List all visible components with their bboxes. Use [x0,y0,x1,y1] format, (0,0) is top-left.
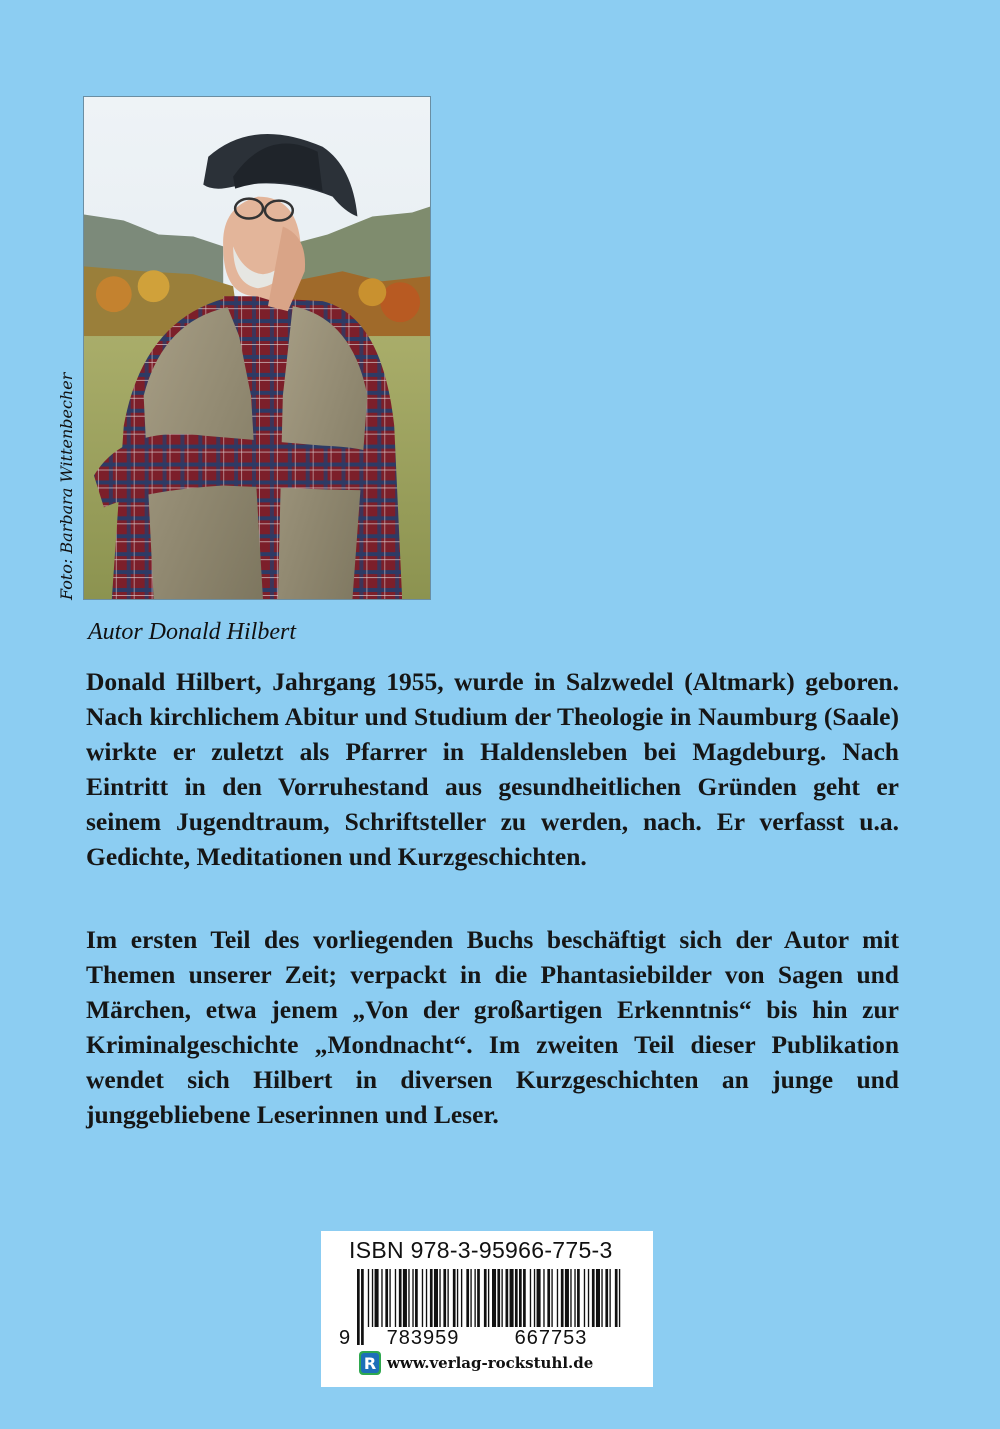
barcode-bar-49 [577,1269,580,1327]
barcode-bar-26 [474,1269,475,1327]
barcode-bar-24 [466,1269,469,1327]
barcode-bar-47 [570,1269,571,1327]
barcode-bar-57 [615,1269,618,1327]
barcode-bar-27 [477,1269,480,1327]
barcode-bar-20 [447,1269,448,1327]
barcode-bar-38 [530,1269,531,1327]
barcode-bar-11 [408,1269,409,1327]
barcode-bar-46 [565,1269,569,1327]
isbn-number: ISBN 978-3-95966-775-3 [349,1237,613,1263]
barcode-bar-1 [361,1269,364,1345]
barcode-bar-23 [461,1269,462,1327]
ean-digit-first: 9 [339,1327,351,1349]
barcode-bar-54 [601,1269,602,1327]
barcode-bar-31 [497,1269,500,1327]
barcode-bar-34 [510,1269,514,1327]
barcode-bar-10 [403,1269,407,1327]
barcode-bar-21 [453,1269,456,1327]
barcode-bar-15 [426,1269,427,1327]
barcode-bar-28 [484,1269,487,1327]
barcode-bar-12 [412,1269,413,1327]
barcode-bar-45 [561,1269,564,1327]
ean-digits-left: 783959 [368,1327,478,1350]
barcode-bar-58 [619,1269,620,1327]
barcode-bar-3 [372,1269,373,1327]
author-bio-paragraph: Donald Hilbert, Jahrgang 1955, wurde in Salzwedel (Altmark) geboren. Nach kirchlichem Abitur und Studium der Theologie in Naumburg (Saale) wirkte er zuletzt als Pfarrer in Haldensleben bei Magdeburg. Nach Eintritt in den Vorruhestand aus gesundheitlichen Gründen geht er seinem Jugendtraum, Schriftsteller zu werden, nach. Er verfasst u.a. Gedichte, Meditationen und Kurzgeschichten. [86,667,899,871]
barcode-bar-7 [389,1269,390,1327]
barcode-bar-22 [457,1269,458,1327]
barcode-bar-5 [381,1269,382,1327]
photo-credit: Foto: Barbara Wittenbecher [57,372,76,600]
publisher-line [359,1351,593,1375]
barcode-bar-8 [395,1269,396,1327]
barcode-bar-37 [523,1269,526,1327]
barcode-bar-30 [492,1269,496,1327]
barcode-bar-16 [430,1269,433,1327]
barcode-bar-19 [443,1269,446,1327]
photo-caption: Autor Donald Hilbert [88,619,296,645]
barcode-bar-9 [399,1269,402,1327]
publisher-logo-icon [359,1351,381,1375]
barcode-bar-13 [415,1269,418,1327]
barcode-bar-53 [596,1269,600,1327]
barcode-bar-44 [557,1269,558,1327]
barcode-bar-42 [547,1269,550,1327]
barcode-bar-56 [609,1269,610,1327]
barcode-bar-32 [501,1269,502,1327]
barcode-bar-55 [605,1269,608,1327]
barcode-bar-14 [422,1269,423,1327]
publisher-logo-letter: R [363,1354,377,1373]
publisher-url: www.verlag-rockstuhl.de [387,1354,594,1372]
barcode-bar-51 [588,1269,589,1327]
barcode-bar-50 [584,1269,585,1327]
barcode-bar-4 [375,1269,379,1327]
barcode-bar-43 [551,1269,552,1327]
isbn-barcode-panel [321,1231,653,1387]
barcode-bar-41 [543,1269,544,1327]
barcode-bar-33 [506,1269,509,1327]
barcode-bar-52 [592,1269,595,1327]
barcode-bar-6 [385,1269,388,1327]
author-photo [83,96,431,600]
barcode-bar-25 [470,1269,471,1327]
book-description-paragraph: Im ersten Teil des vorliegenden Buchs beschäftigt sich der Autor mit Themen unserer Zeit; verpackt in die Phantasiebilder von Sagen und Märchen, etwa jenem „Von der großartigen Erkenntnis“ bis hin zur Kriminalgeschichte „Mondnacht“. Im zweiten Teil dieser Publikation wendet sich Hilbert in diversen Kurzgeschichten an junge und junggebliebene Leserinnen und Leser. [86,925,899,1129]
barcode-bar-2 [368,1269,369,1327]
barcode-bar-29 [488,1269,489,1327]
author-portrait-image [84,97,430,599]
barcode-bar-48 [574,1269,575,1327]
barcode-bar-39 [534,1269,535,1327]
barcode-bar-40 [537,1269,541,1327]
ean-digits-right: 667753 [495,1327,607,1350]
barcode-bar-0 [357,1269,360,1345]
